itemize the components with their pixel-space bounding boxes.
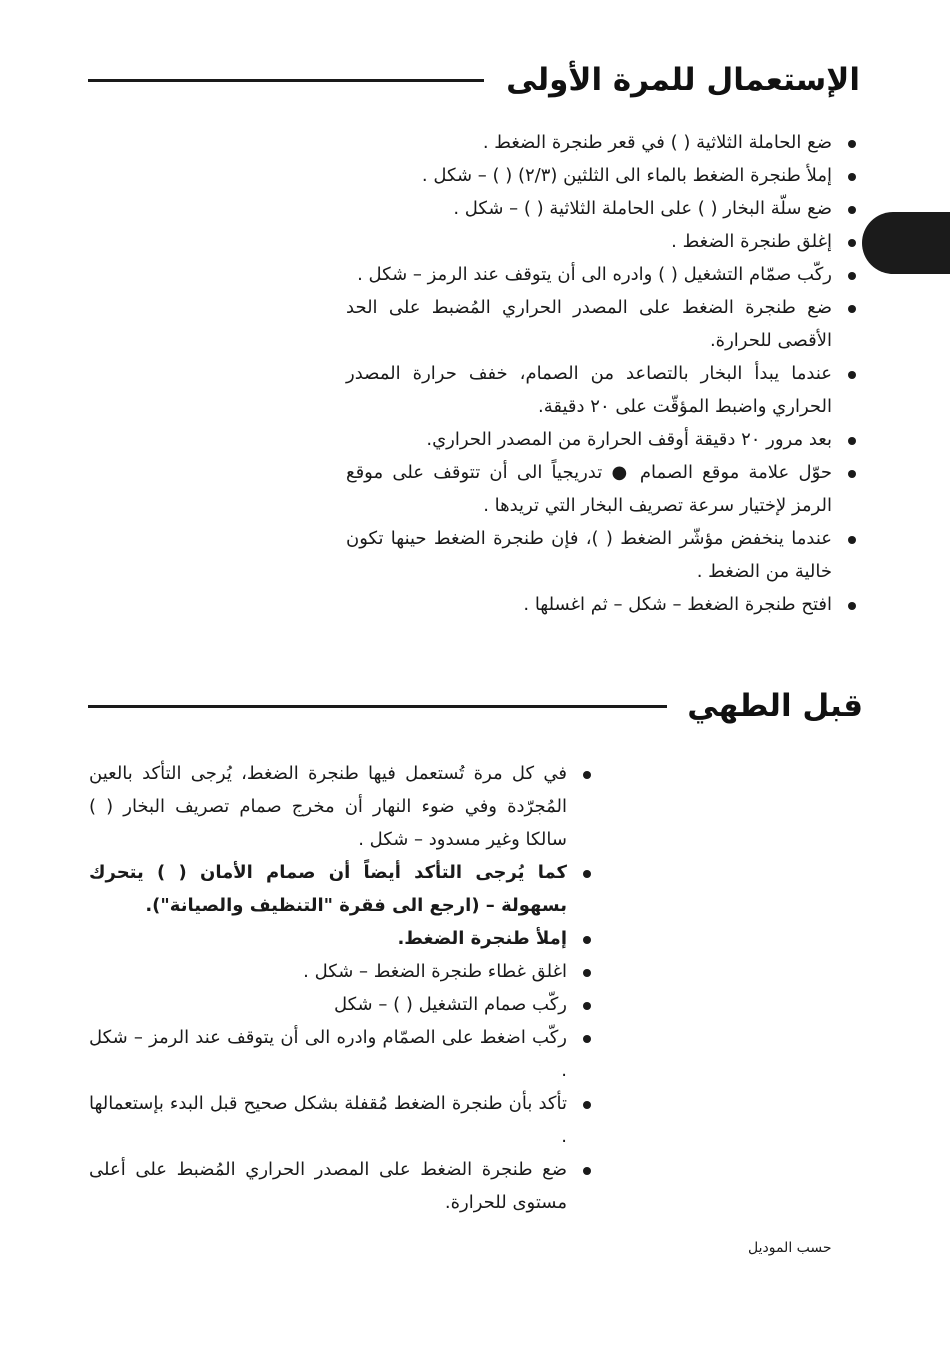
heading-title: الإستعمال للمرة الأولى: [506, 62, 860, 98]
list-item: اغلق غطاء طنجرة الضغط – شكل .: [89, 955, 595, 988]
list-item: تأكد بأن طنجرة الضغط مُقفلة بشكل صحيح قبل البدء بإستعمالها .: [89, 1087, 595, 1153]
list-item: بعد مرور ٢٠ دقيقة أوقف الحرارة من المصدر الحراري.: [346, 423, 860, 456]
list-item: كما يُرجى التأكد أيضاً أن صمام الأمان ( ) يتحرك بسهولة – (ارجع الى فقرة "التنظيف والصيانة").: [89, 856, 595, 922]
list-item: ركّب صمّام التشغيل ( ) وادره الى أن يتوقف عند الرمز – شكل .: [346, 258, 860, 291]
footnote: حسب الموديل: [748, 1240, 832, 1256]
list-item: ضع طنجرة الضغط على المصدر الحراري المُضبط على أعلى مستوى للحرارة.: [89, 1153, 595, 1219]
before-cooking-list: [89, 757, 595, 1219]
heading-title: قبل الطهي: [687, 688, 863, 724]
list-item: افتح طنجرة الضغط – شكل – ثم اغسلها .: [346, 588, 860, 621]
list-item: ركّب اضغط على الصمّام وادره الى أن يتوقف عند الرمز – شكل .: [89, 1021, 595, 1087]
list-item: في كل مرة تُستعمل فيها طنجرة الضغط، يُرجى التأكد بالعين المُجرّدة وفي ضوء النهار أن مخرج صمام تصريف البخار ( ) سالكا وغير مسدود – شكل .: [89, 757, 595, 856]
section-heading-before-cooking: [88, 688, 863, 724]
list-item: إغلق طنجرة الضغط .: [346, 225, 860, 258]
section-side-tab: [862, 212, 950, 274]
list-item: ركّب صمام التشغيل ( ) – شكل: [89, 988, 595, 1021]
list-item: حوّل علامة موقع الصمام ● تدريجياً الى أن تتوقف على موقع الرمز لإختيار سرعة تصريف البخار التي تريدها .: [346, 456, 860, 522]
section-heading-first-use: [88, 62, 860, 98]
heading-rule: [88, 79, 484, 82]
first-use-list: [346, 126, 860, 621]
list-item: ضع الحاملة الثلاثية ( ) في قعر طنجرة الضغط .: [346, 126, 860, 159]
list-item: إملأ طنجرة الضغط.: [89, 922, 595, 955]
list-item: ضع طنجرة الضغط على المصدر الحراري المُضبط على الحد الأقصى للحرارة.: [346, 291, 860, 357]
heading-rule: [88, 705, 667, 708]
list-item: إملأ طنجرة الضغط بالماء الى الثلثين (٢/٣) ( ) – شكل .: [346, 159, 860, 192]
list-item: ضع سلّة البخار ( ) على الحاملة الثلاثية ( ) – شكل .: [346, 192, 860, 225]
list-item: عندما يبدأ البخار بالتصاعد من الصمام، خفف حرارة المصدر الحراري واضبط المؤقّت على ٢٠ دقيقة.: [346, 357, 860, 423]
list-item: عندما ينخفض مؤشّر الضغط ( )، فإن طنجرة الضغط حينها تكون خالية من الضغط .: [346, 522, 860, 588]
